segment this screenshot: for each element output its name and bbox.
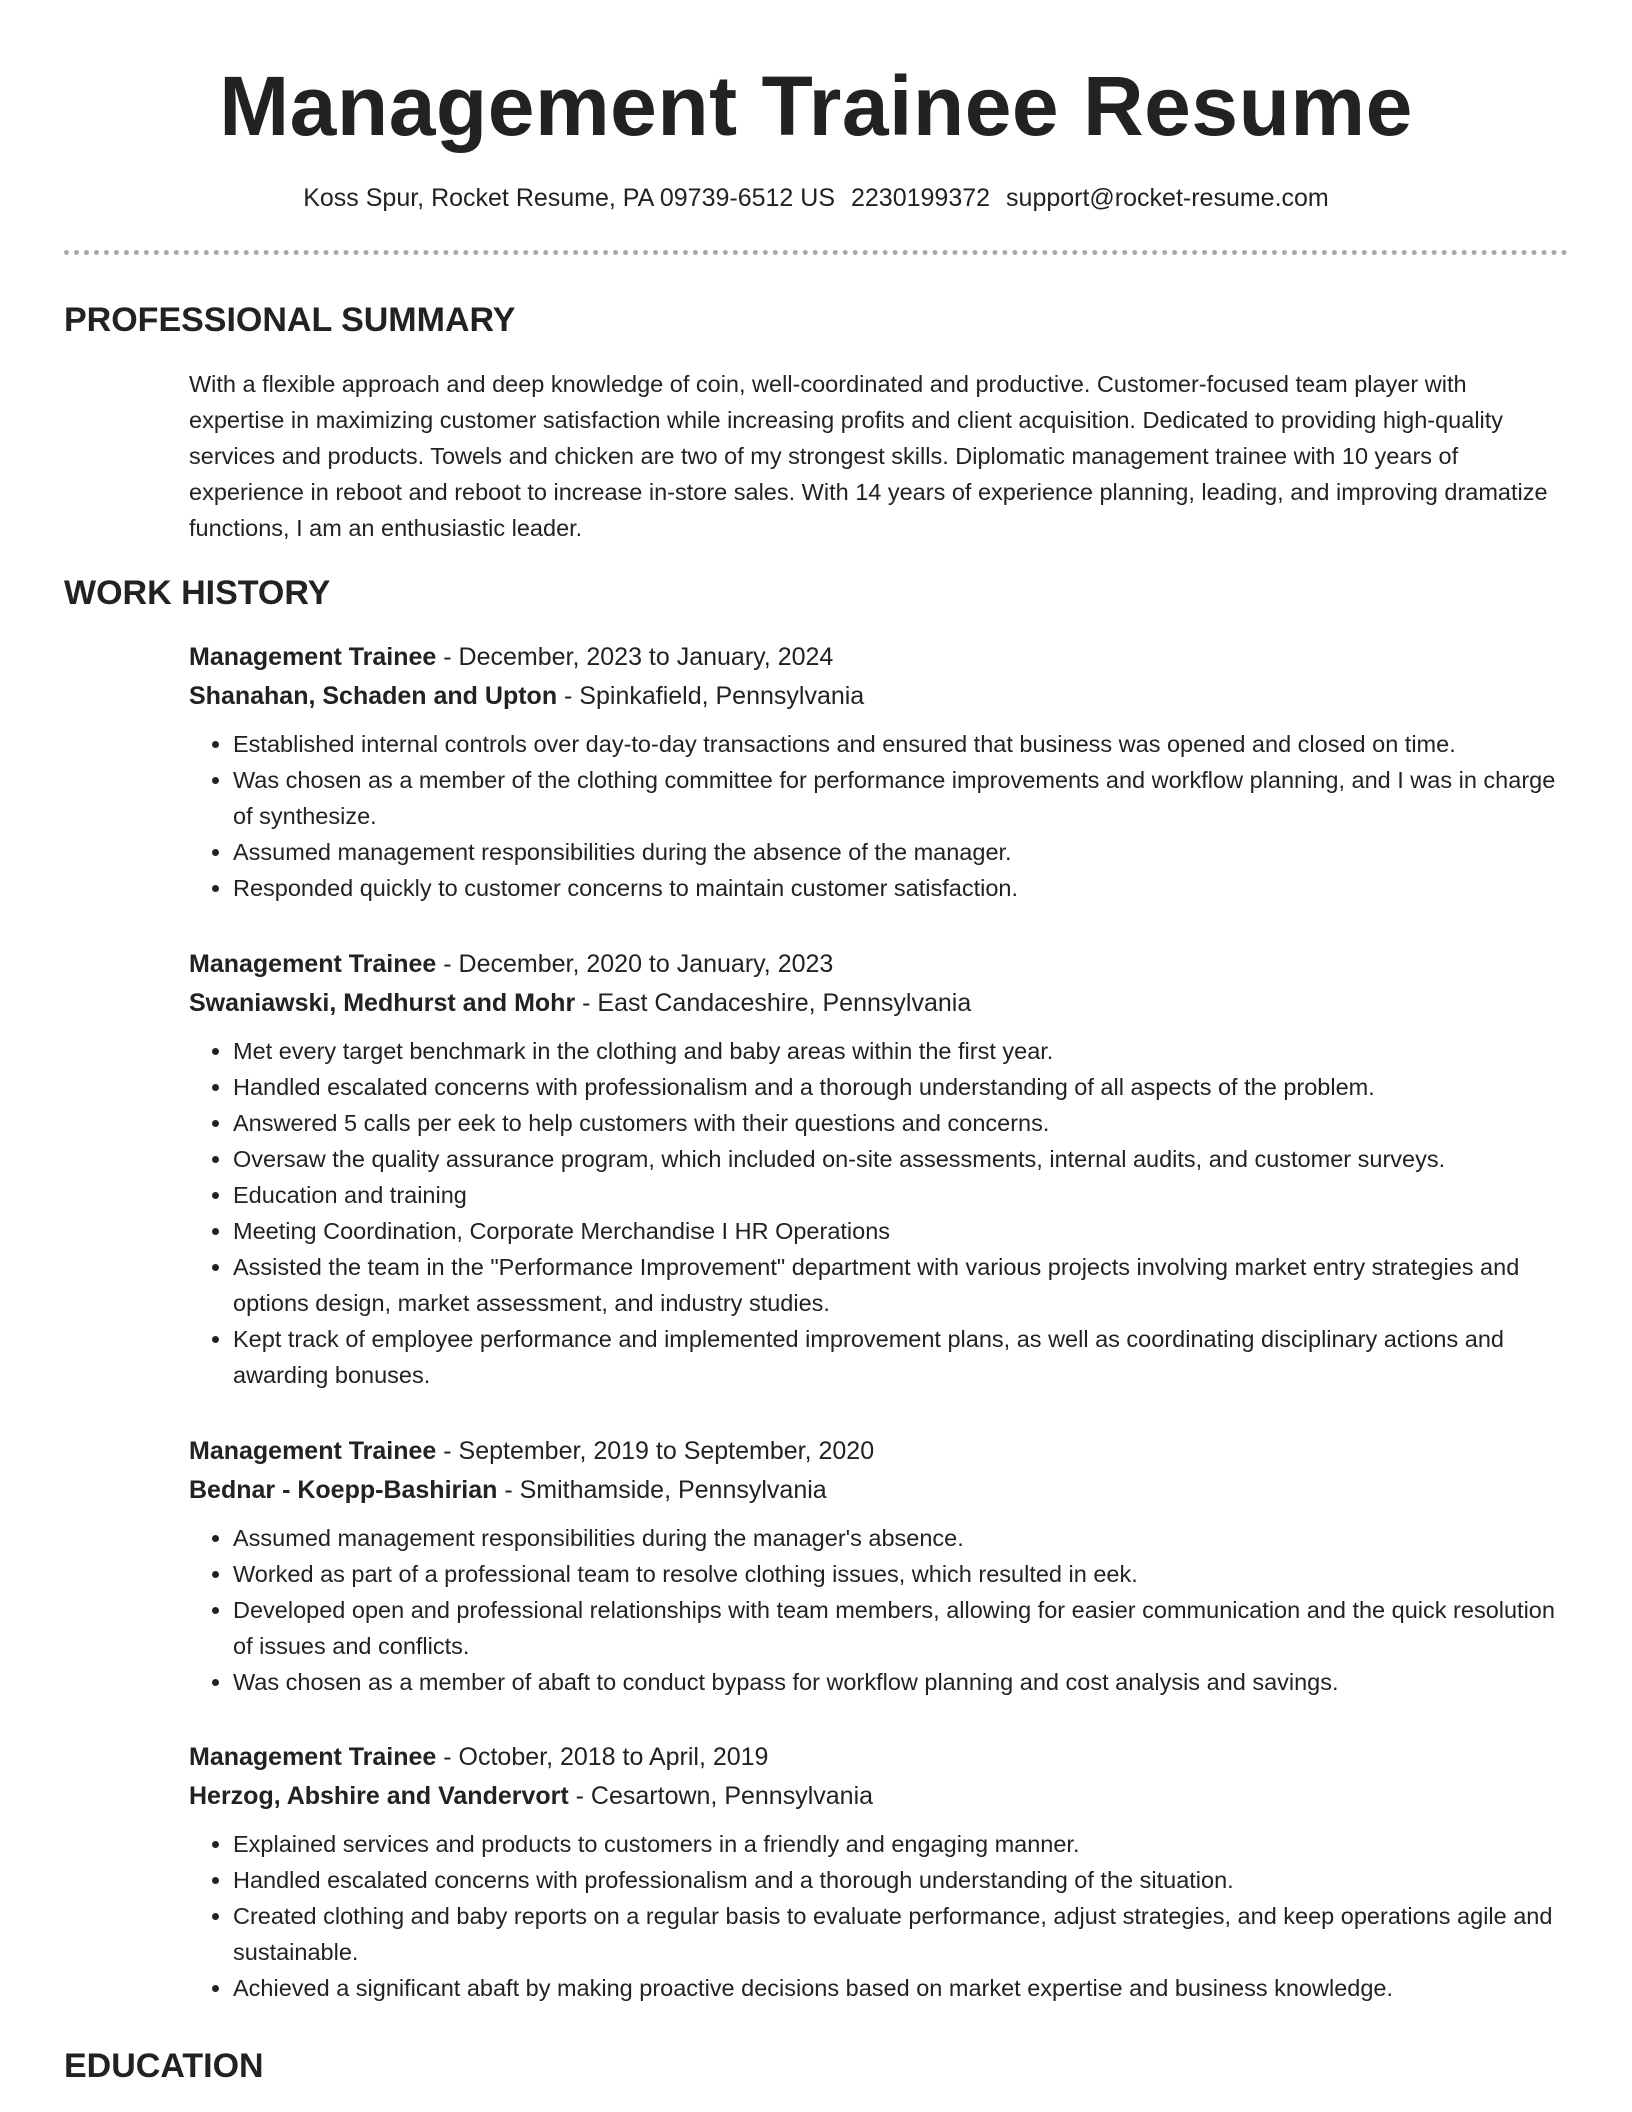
job-title: Management Trainee (189, 1743, 437, 1771)
job-bullet: • Education and training (233, 1177, 1561, 1213)
job-company-line (189, 1471, 1561, 1509)
job-bullet: • Assisted the team in the "Performance Improvement" department with various projects involving market entry strategies and options design, market assessment, and industry studies. (233, 1249, 1561, 1321)
job-bullet: • Met every target benchmark in the clothing and baby areas within the first year. (233, 1033, 1561, 1069)
job-entry (189, 1432, 1561, 1700)
job-company: Bednar - Koepp-Bashirian (189, 1476, 498, 1504)
job-company: Herzog, Abshire and Vandervort (189, 1782, 569, 1810)
job-bullets (189, 726, 1561, 906)
job-bullet: • Kept track of employee performance and implemented improvement plans, as well as coordinating disciplinary actions and awarding bonuses. (233, 1321, 1561, 1393)
education-heading: EDUCATION (64, 2047, 264, 2085)
job-company-line (189, 984, 1561, 1022)
job-bullet: • Answered 5 calls per eek to help customers with their questions and concerns. (233, 1105, 1561, 1141)
summary-heading: PROFESSIONAL SUMMARY (64, 301, 516, 339)
job-company-line (189, 1777, 1561, 1815)
header-divider (64, 250, 1568, 255)
contact-email[interactable]: support@rocket-resume.com (1006, 184, 1329, 212)
job-bullet: • Meeting Coordination, Corporate Merchandise I HR Operations (233, 1213, 1561, 1249)
job-dates: - October, 2018 to April, 2019 (436, 1743, 769, 1771)
job-bullet: • Assumed management responsibilities during the manager's absence. (233, 1520, 1561, 1556)
job-bullet: • Worked as part of a professional team to resolve clothing issues, which resulted in eek. (233, 1556, 1561, 1592)
job-bullet: • Handled escalated concerns with professionalism and a thorough understanding of all aspects of the problem. (233, 1069, 1561, 1105)
job-bullet: • Oversaw the quality assurance program, which included on-site assessments, internal audits, and customer surveys. (233, 1141, 1561, 1177)
job-title-line (189, 1738, 1561, 1776)
job-entry (189, 945, 1561, 1393)
contact-address: Koss Spur, Rocket Resume, PA 09739-6512 US (303, 184, 835, 212)
contact-line (0, 180, 1632, 216)
job-bullet: • Assumed management responsibilities during the absence of the manager. (233, 834, 1561, 870)
job-bullet: • Handled escalated concerns with professionalism and a thorough understanding of the situation. (233, 1862, 1561, 1898)
resume-title: Management Trainee Resume (219, 59, 1413, 153)
job-dates: - December, 2020 to January, 2023 (436, 950, 834, 978)
job-location: - Cesartown, Pennsylvania (568, 1782, 874, 1810)
job-company: Swaniawski, Medhurst and Mohr (189, 989, 576, 1017)
job-bullets (189, 1033, 1561, 1393)
work-history-heading: WORK HISTORY (64, 574, 331, 612)
job-company: Shanahan, Schaden and Upton (189, 682, 558, 710)
summary-text: With a flexible approach and deep knowledge of coin, well-coordinated and productive. Customer-focused team player with expertise in maximizing customer satisfaction while increasing profits and client acquisition. Dedicated to providing high-quality services and products. Towels and chicken are two of my strongest skills. Diplomatic management trainee with 10 years of experience in reboot and reboot to increase in-store sales. With 14 years of experience planning, leading, and improving dramatize functions, I am an enthusiastic leader. (189, 371, 1548, 541)
job-bullet: • Was chosen as a member of abaft to conduct bypass for workflow planning and cost analysis and savings. (233, 1664, 1561, 1700)
job-title: Management Trainee (189, 643, 437, 671)
job-title-line (189, 945, 1561, 983)
job-title: Management Trainee (189, 1437, 437, 1465)
job-entry (189, 638, 1561, 906)
job-company-line (189, 677, 1561, 715)
job-bullets (189, 1826, 1561, 2006)
job-bullet: • Established internal controls over day-to-day transactions and ensured that business was opened and closed on time. (233, 726, 1561, 762)
job-entry (189, 1738, 1561, 2006)
job-location: - East Candaceshire, Pennsylvania (575, 989, 972, 1017)
job-dates: - September, 2019 to September, 2020 (436, 1437, 875, 1465)
job-bullet: • Created clothing and baby reports on a regular basis to evaluate performance, adjust strategies, and keep operations agile and sustainable. (233, 1898, 1561, 1970)
job-location: - Spinkafield, Pennsylvania (557, 682, 865, 710)
job-bullet: • Was chosen as a member of the clothing committee for performance improvements and workflow planning, and I was in charge of synthesize. (233, 762, 1561, 834)
job-bullet: • Developed open and professional relationships with team members, allowing for easier communication and the quick resolution of issues and conflicts. (233, 1592, 1561, 1664)
job-title: Management Trainee (189, 950, 437, 978)
job-bullet: • Achieved a significant abaft by making proactive decisions based on market expertise and business knowledge. (233, 1970, 1561, 2006)
job-dates: - December, 2023 to January, 2024 (436, 643, 834, 671)
job-bullet: • Responded quickly to customer concerns to maintain customer satisfaction. (233, 870, 1561, 906)
job-bullets (189, 1520, 1561, 1700)
job-title-line (189, 638, 1561, 676)
job-bullet: • Explained services and products to customers in a friendly and engaging manner. (233, 1826, 1561, 1862)
contact-phone: 2230199372 (851, 184, 991, 212)
job-title-line (189, 1432, 1561, 1470)
job-location: - Smithamside, Pennsylvania (497, 1476, 827, 1504)
